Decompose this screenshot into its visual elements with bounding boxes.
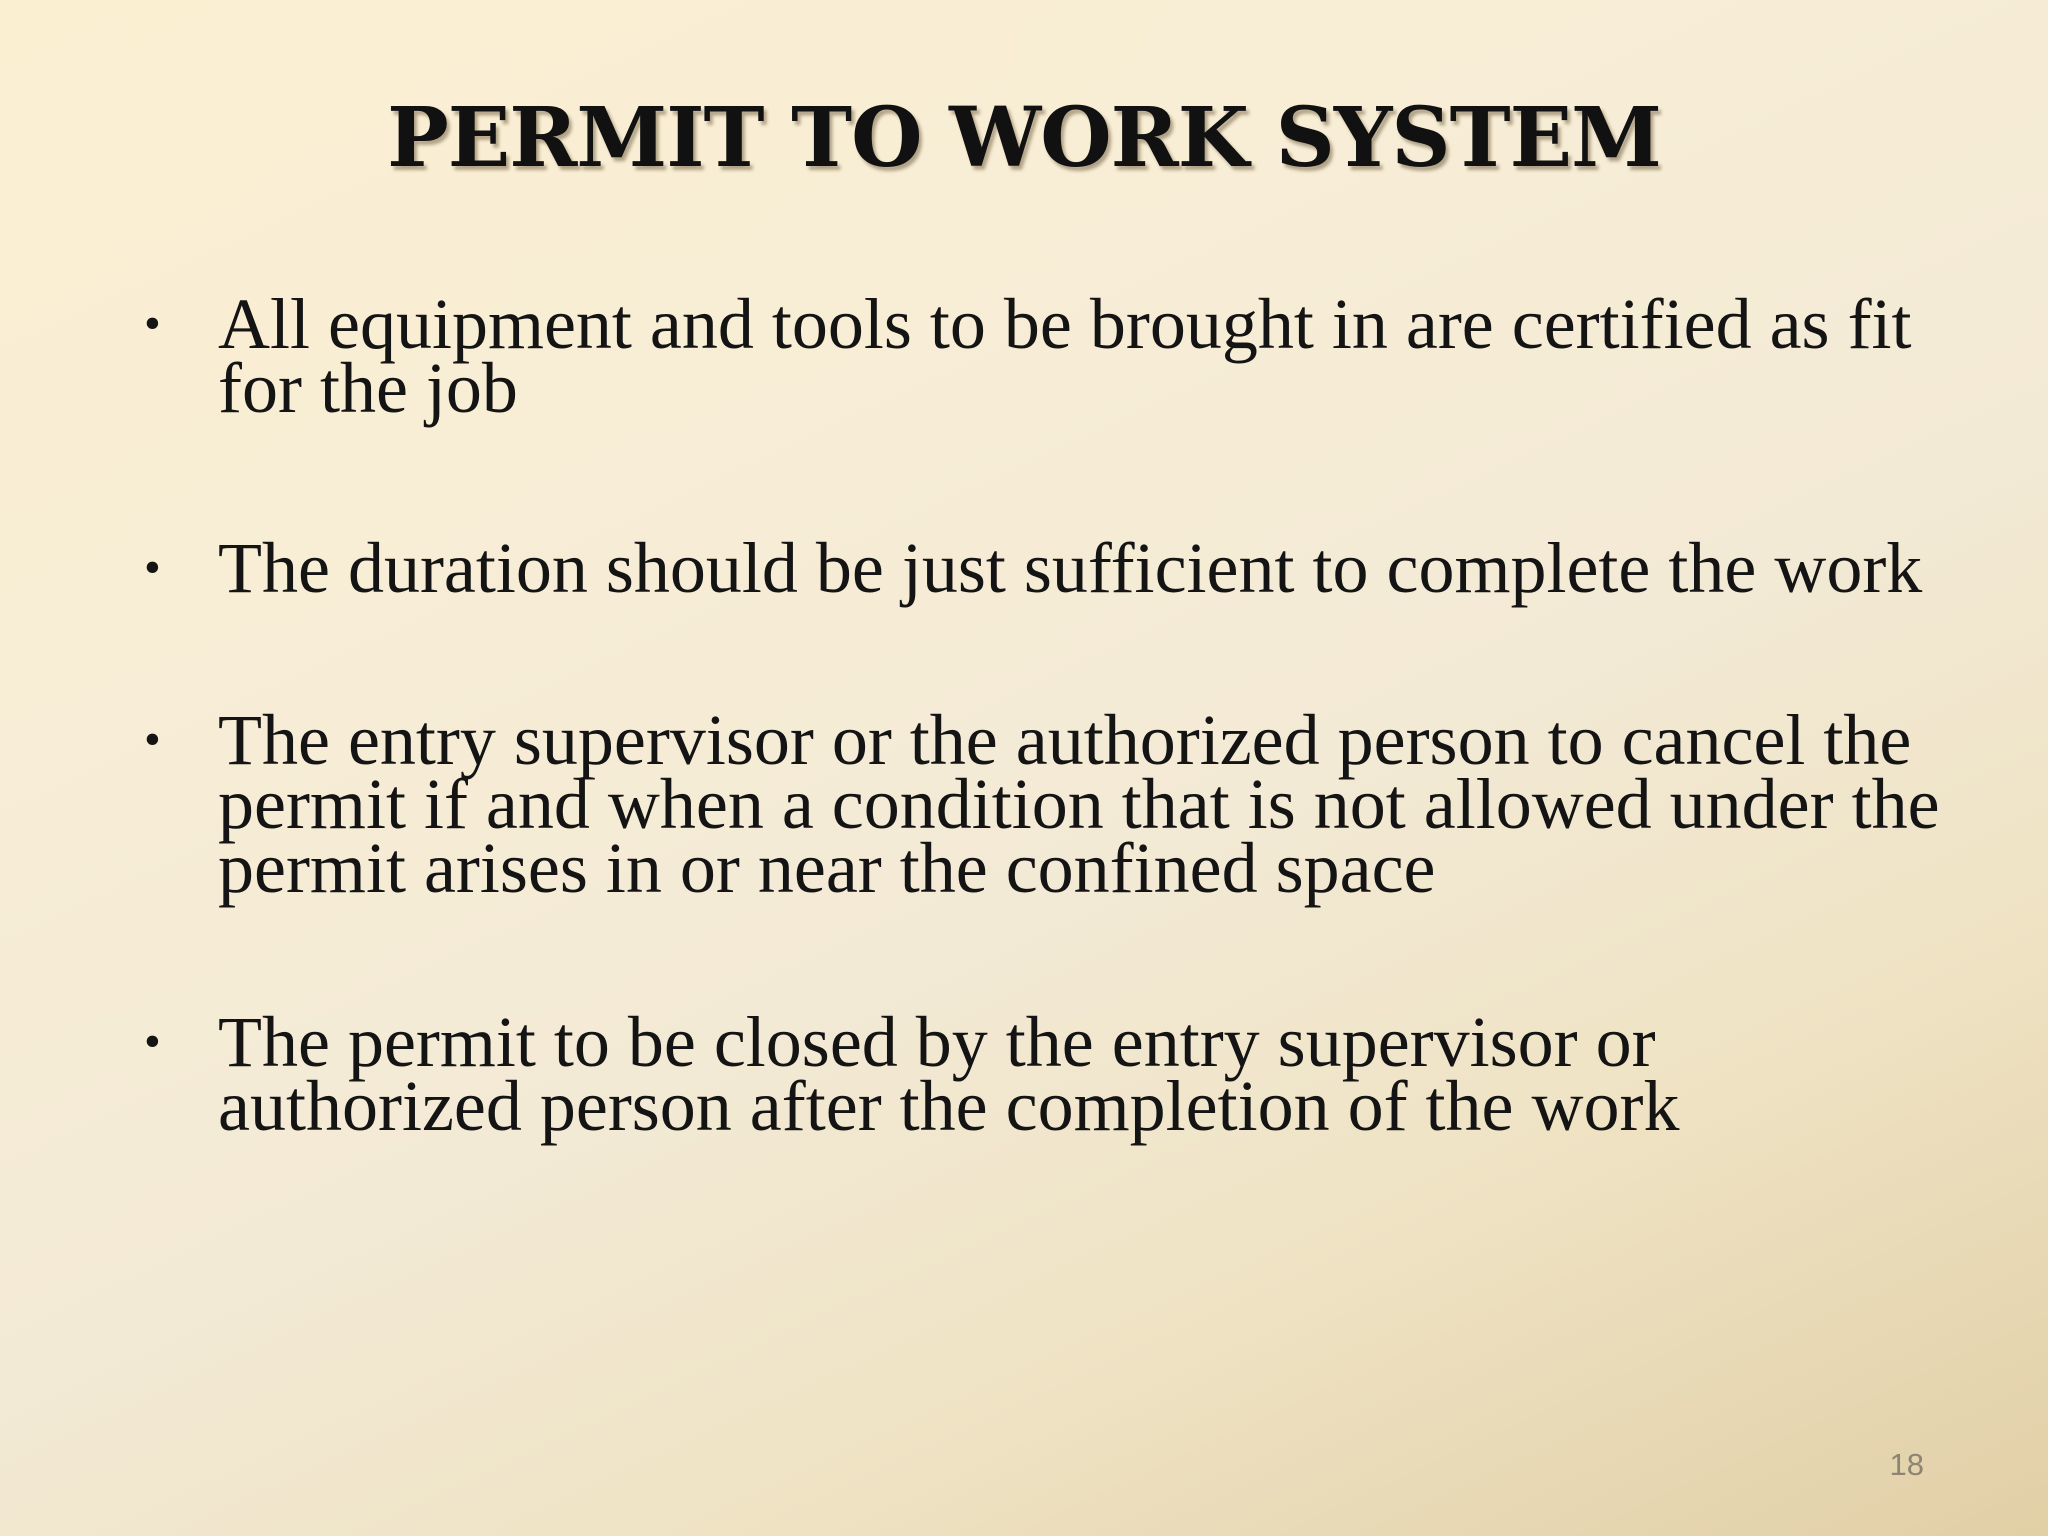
bullet-marker: • bbox=[144, 297, 161, 350]
bullet-list bbox=[140, 284, 1950, 1254]
bullet-marker: • bbox=[144, 1015, 161, 1068]
bullet-item-1 bbox=[140, 284, 1950, 428]
bullet-text: The permit to be closed by the entry supervisor or authorized person after the completion of the work bbox=[218, 1002, 1680, 1146]
bullet-item-4 bbox=[140, 1002, 1950, 1146]
bullet-marker: • bbox=[144, 541, 161, 594]
bullet-text: The duration should be just sufficient to complete the work bbox=[218, 528, 1923, 608]
bullet-item-3 bbox=[140, 700, 1950, 908]
bullet-text: The entry supervisor or the authorized person to cancel the permit if and when a condition that is not allowed under the permit arises in or near the confined space bbox=[218, 700, 1940, 908]
bullet-item-2 bbox=[140, 528, 1950, 608]
slide-title: PERMIT TO WORK SYSTEM bbox=[387, 90, 1661, 186]
bullet-marker: • bbox=[144, 713, 161, 766]
slide-number: 18 bbox=[1889, 1447, 1924, 1482]
bullet-text: All equipment and tools to be brought in are certified as fit for the job bbox=[218, 284, 1912, 428]
